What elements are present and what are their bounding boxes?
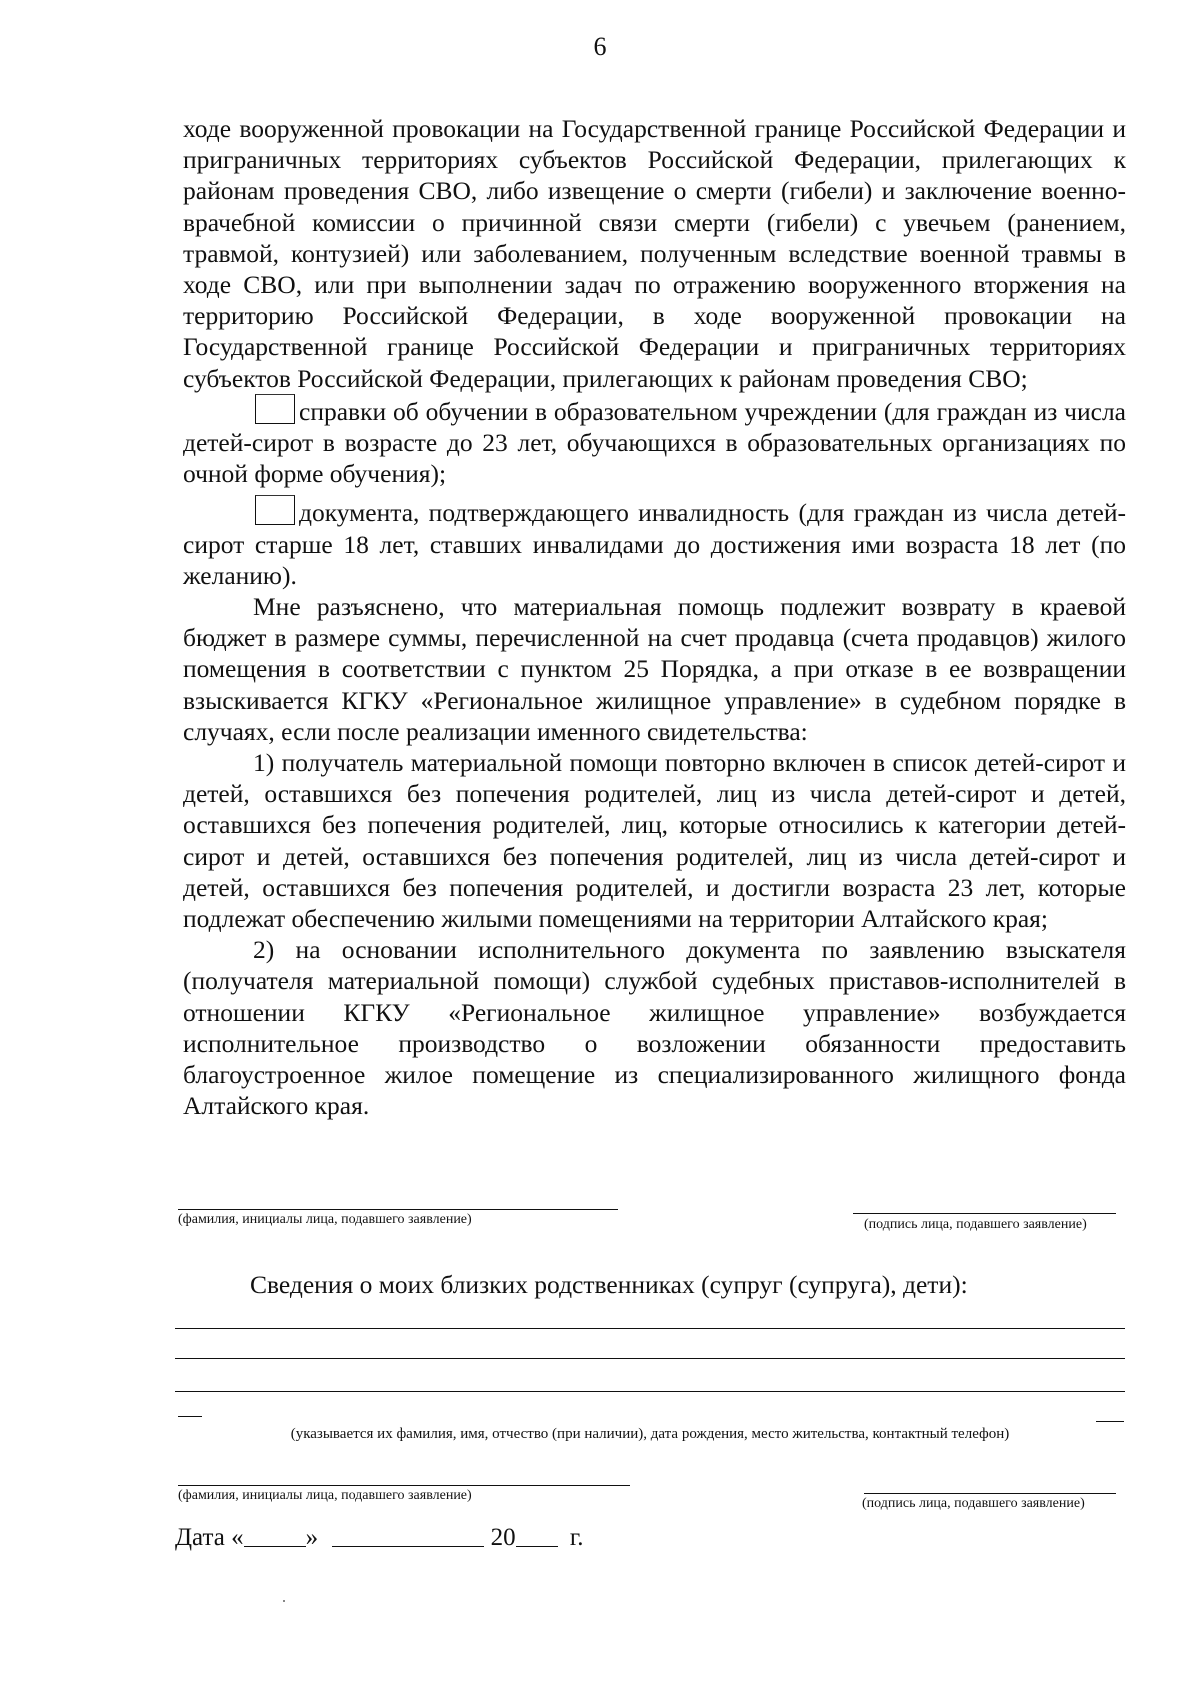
signature-caption-2: (подпись лица, подавшего заявление) [862,1496,1085,1511]
paragraph-death-notice: ходе вооруженной провокации на Государственной границе Российской Федерации и приграничных территориях субъектов Российской Федерации, прилегающих к районам проведения СВО, либо извещение о смерти (гибели) и заключение военно-врачебной комиссии о причинной связи смерти (гибели) с увечьем (ранением, травмой, контузией) или заболеванием, полученным вследствие военной травмы в ходе СВО, или при выполнении задач по отражению вооруженного вторжения на территорию Российской Федерации, в ходе вооруженной провокации на Государственной границе Российской Федерации и приграничных территориях субъектов Российской Федерации, прилегающих к районам проведения СВО; [183,114,1126,393]
name-line-2[interactable] [178,1485,630,1486]
note-right-dash [1096,1421,1124,1422]
paragraph-study-certificate [183,394,1126,490]
name-line-1[interactable] [178,1209,618,1210]
page-number: 6 [593,32,607,61]
date-row [175,1524,584,1552]
date-year-suffix: г. [569,1524,584,1551]
document-body [183,113,1126,1122]
relatives-line-1[interactable] [175,1328,1125,1329]
paragraph-case-1: 1) получатель материальной помощи повторно включен в список детей-сирот и детей, оставшихся без попечения родителей, лиц из числа детей-сирот и детей, оставшихся без попечения родителей, лиц, которые относились к категории детей-сирот и детей, оставшихся без попечения родителей, лиц из числа детей-сирот и детей, оставшихся без попечения родителей, и достигли возраста 23 лет, которые подлежат обеспечению жилыми помещениями на территории Алтайского края; [183,748,1126,934]
signature-caption-1: (подпись лица, подавшего заявление) [864,1217,1087,1232]
date-year-prefix: 20 [490,1524,516,1551]
relatives-note: (указывается их фамилия, имя, отчество (при наличии), дата рождения, место жительства, контактный телефон) [290,1426,1010,1442]
paragraph-disability-document [183,495,1126,591]
date-year-field[interactable] [516,1524,558,1547]
scan-speck [283,1600,285,1602]
study-certificate-text: справки об обучении в образовательном учреждении (для граждан из числа детей-сирот в возрасте до 23 лет, обучающихся в образовательных организациях по очной форме обучения); [183,396,1126,489]
disability-document-checkbox[interactable] [255,495,295,525]
signature-line-2[interactable] [864,1493,1116,1494]
note-left-dash [178,1416,202,1417]
date-day-field[interactable] [244,1524,306,1547]
relatives-heading: Сведения о моих близких родственниках (супруг (супруга), дети): [250,1270,968,1299]
signature-line-1[interactable] [853,1213,1116,1214]
paragraph-explanation: Мне разъяснено, что материальная помощь подлежит возврату в краевой бюджет в размере суммы, перечисленной на счет продавца (счета продавцов) жилого помещения в соответствии с пунктом 25 Порядка, а при отказе в ее возвращении взыскивается КГКУ «Региональное жилищное управление» в судебном порядке в случаях, если после реализации именного свидетельства: [183,592,1126,746]
relatives-line-3[interactable] [175,1391,1125,1392]
name-caption-2: (фамилия, инициалы лица, подавшего заявление) [178,1488,472,1503]
paragraph-case-2: 2) на основании исполнительного документа по заявлению взыскателя (получателя материальной помощи) службой судебных приставов-исполнителей в отношении КГКУ «Региональное жилищное управление» возбуждается исполнительное производство о возложении обязанности предоставить благоустроенное жилое помещение из специализированного жилищного фонда Алтайского края. [183,935,1126,1121]
date-close-quote: » [305,1524,319,1551]
study-certificate-checkbox[interactable] [255,394,295,424]
relatives-line-2[interactable] [175,1358,1125,1359]
disability-document-text: документа, подтверждающего инвалидность (для граждан из числа детей-сирот старше 18 лет, ставших инвалидами до достижения ими возраста 18 лет (по желанию). [183,498,1126,590]
date-label: Дата « [175,1524,244,1551]
name-caption-1: (фамилия, инициалы лица, подавшего заявление) [178,1212,472,1227]
date-month-field[interactable] [332,1524,484,1547]
